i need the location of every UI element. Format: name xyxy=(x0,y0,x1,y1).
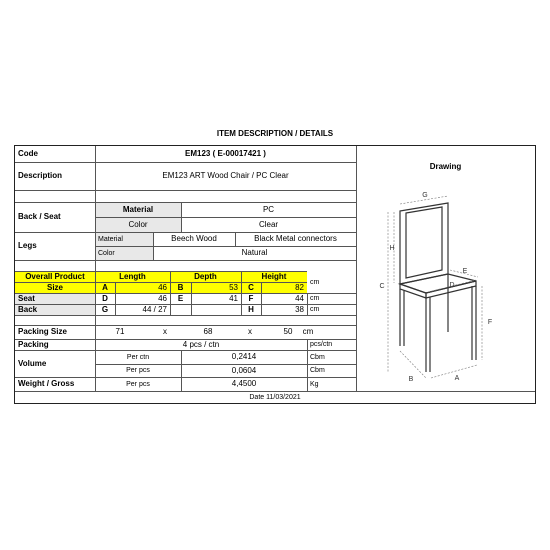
weight-unit: Kg xyxy=(310,380,319,388)
packing-x-1: x xyxy=(163,327,167,336)
dim-letter-g: G xyxy=(101,304,109,314)
packing-label: Packing xyxy=(18,339,49,349)
dim-letter-h: H xyxy=(248,304,254,314)
dimension-lines xyxy=(388,196,482,378)
packing-size-label: Packing Size xyxy=(18,327,67,336)
volume-per-ctn-value: 0,2414 xyxy=(231,352,257,361)
dim-label-h: H xyxy=(389,245,395,252)
dim-value-c: 82 xyxy=(295,282,304,292)
volume-unit-2: Cbm xyxy=(310,367,325,374)
dim-letter-d: D xyxy=(102,293,108,303)
overall-unit: cm xyxy=(307,271,356,293)
packing-x-2: x xyxy=(248,327,252,336)
volume-per-pcs-value: 0,0604 xyxy=(231,365,257,375)
packing-length: 71 xyxy=(115,327,125,336)
overall-product-label: Overall Product xyxy=(25,271,85,281)
row-line xyxy=(15,315,356,316)
volume-per-ctn-label: Per ctn xyxy=(126,353,150,361)
back-unit: cm xyxy=(310,306,320,313)
back-label: Back xyxy=(18,304,38,314)
legs-material-value-1: Beech Wood xyxy=(171,234,217,243)
dim-label-c: C xyxy=(379,283,385,290)
drawing-label: Drawing xyxy=(429,162,462,171)
depth-header: Depth xyxy=(194,271,217,281)
back-seat-color-value: Clear xyxy=(258,219,279,229)
dim-value-b: 53 xyxy=(229,282,238,292)
legs-color-label: Color xyxy=(98,249,115,257)
volume-label: Volume xyxy=(18,358,47,368)
legs-color-value: Natural xyxy=(241,248,268,257)
dim-value-e: 41 xyxy=(229,293,238,303)
length-header: Length xyxy=(119,271,146,281)
height-header: Height xyxy=(261,271,287,281)
weight-value: 4,4500 xyxy=(231,379,257,388)
dim-value-d: 46 xyxy=(158,293,167,303)
weight-per-pcs-label: Per pcs xyxy=(126,380,150,388)
back-seat-material-value: PC xyxy=(262,204,275,214)
back-seat-label: Back / Seat xyxy=(18,212,61,221)
dim-value-a: 46 xyxy=(158,282,167,292)
page-title: ITEM DESCRIPTION / DETAILS xyxy=(216,129,334,138)
seat-label: Seat xyxy=(18,293,35,303)
dim-label-f: F xyxy=(487,319,493,326)
dim-letter-a: A xyxy=(102,282,108,292)
packing-width: 68 xyxy=(203,327,213,336)
packing-size-unit: cm xyxy=(303,327,313,336)
dim-value-g: 44 / 27 xyxy=(142,304,167,314)
dim-value-f: 44 xyxy=(295,293,304,303)
dim-label-b: B xyxy=(408,376,414,383)
dim-label-d: D xyxy=(449,282,455,289)
item-details-sheet xyxy=(14,145,536,404)
overall-size-label: Size xyxy=(46,282,63,292)
legs-material-label: Material xyxy=(98,235,123,243)
packing-unit: pcs/ctn xyxy=(310,341,333,348)
back-seat-color-label: Color xyxy=(128,219,148,229)
legs-label: Legs xyxy=(18,241,37,250)
row-line xyxy=(15,260,356,261)
row-line xyxy=(15,190,356,191)
packing-height: 50 xyxy=(283,327,293,336)
packing-value: 4 pcs / ctn xyxy=(182,339,220,349)
dim-label-e: E xyxy=(462,268,468,275)
seat-unit: cm xyxy=(310,295,320,302)
chair-outline xyxy=(400,203,476,372)
weight-label: Weight / Gross xyxy=(18,379,75,388)
description-value: EM123 ART Wood Chair / PC Clear xyxy=(162,171,289,180)
dim-value-h: 38 xyxy=(295,304,304,314)
dim-label-g: G xyxy=(422,192,428,199)
dim-letter-b: B xyxy=(177,282,184,292)
description-label: Description xyxy=(18,171,63,180)
dim-label-a: A xyxy=(454,375,460,382)
dim-letter-c: C xyxy=(248,282,254,292)
code-label: Code xyxy=(18,149,38,158)
volume-unit-1: Cbm xyxy=(310,353,325,361)
back-seat-material-label: Material xyxy=(122,204,154,214)
chair-drawing xyxy=(356,146,535,391)
legs-material-value-2: Black Metal connectors xyxy=(254,234,337,243)
dim-letter-f: F xyxy=(248,293,254,303)
code-value: EM123 ( E-00017421 ) xyxy=(185,149,266,158)
document-date: Date 11/03/2021 xyxy=(249,393,301,401)
dim-letter-e: E xyxy=(177,293,184,303)
volume-per-pcs-label: Per pcs xyxy=(126,367,150,374)
